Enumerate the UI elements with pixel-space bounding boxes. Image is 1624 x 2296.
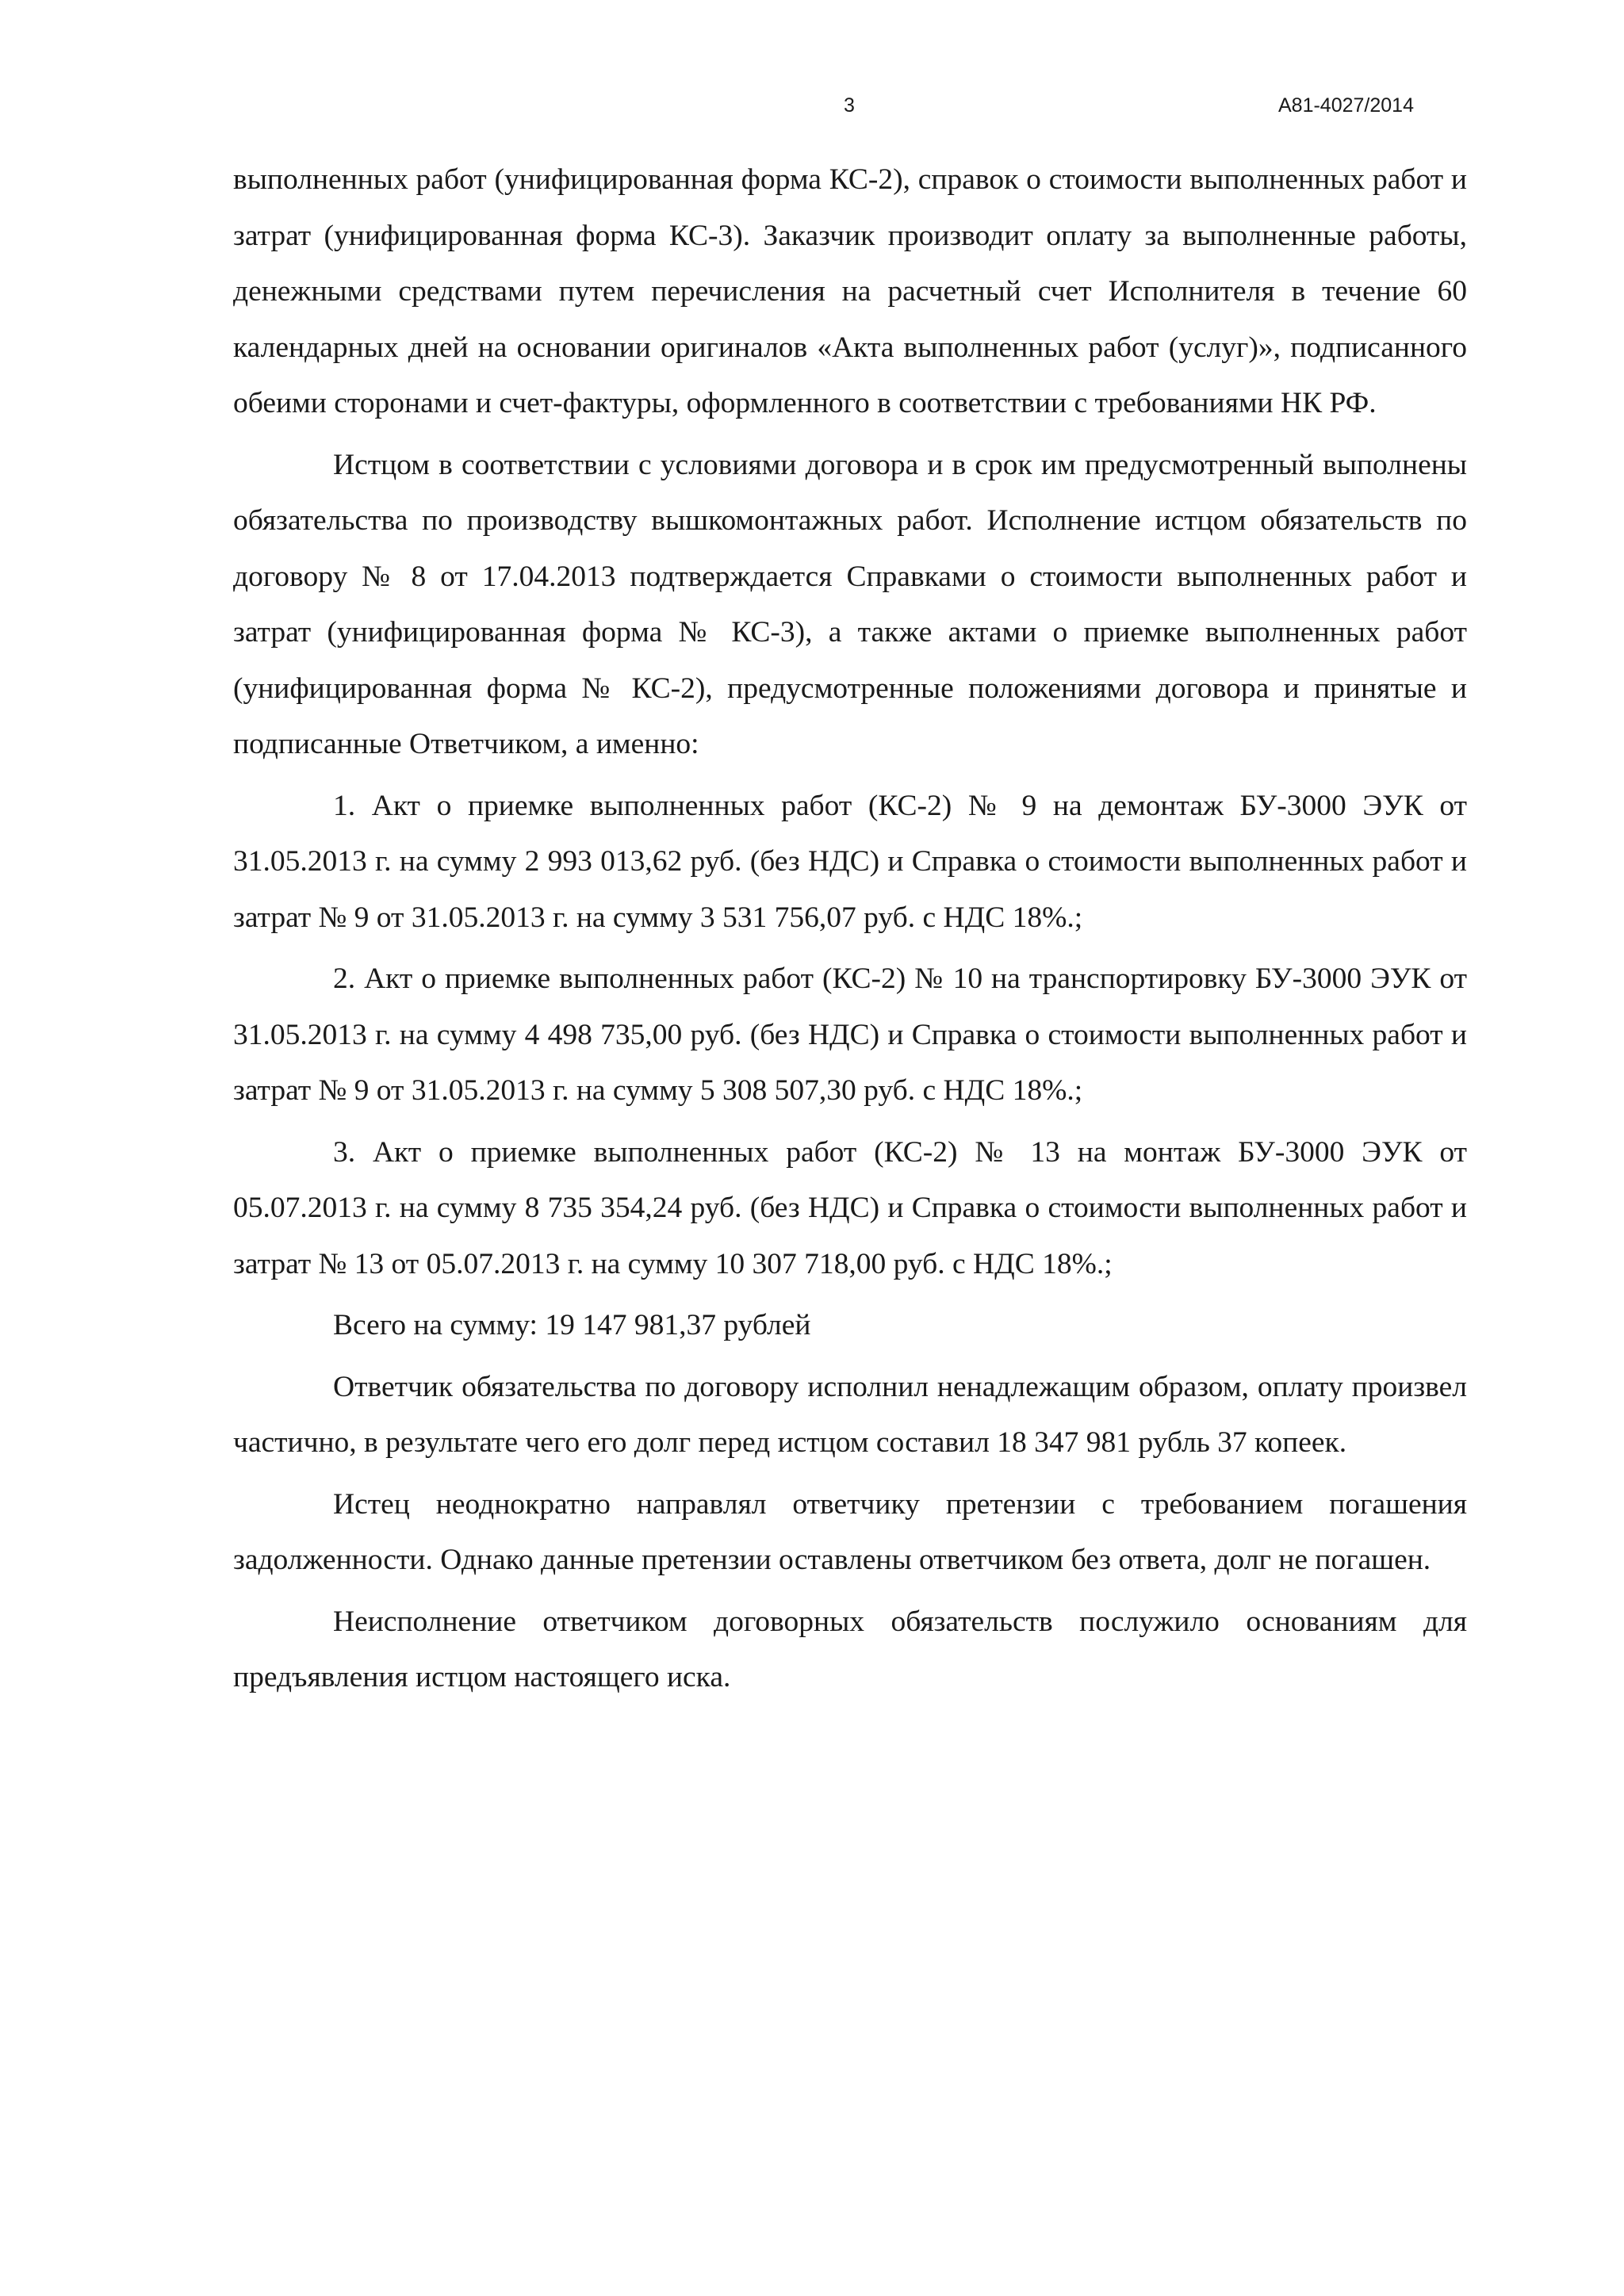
paragraph-grounds-for-claim: Неисполнение ответчиком договорных обязательств послужило основаниям для предъявления истцом настоящего иска. (233, 1605, 1467, 1693)
page-number: 3 (844, 94, 855, 117)
document-body (233, 152, 1467, 1706)
paragraph-act-1: 1. Акт о приемке выполненных работ (КС-2) № 9 на демонтаж БУ-3000 ЭУК от 31.05.2013 г. на сумму 2 993 013,62 руб. (без НДС) и Справка о стоимости выполненных работ и затрат № 9 от 31.05.2013 г. на сумму 3 531 756,07 руб. с НДС 18%.; (233, 789, 1467, 934)
paragraph-act-3: 3. Акт о приемке выполненных работ (КС-2) № 13 на монтаж БУ-3000 ЭУК от 05.07.2013 г. на сумму 8 735 354,24 руб. (без НДС) и Справка о стоимости выполненных работ и затрат № 13 от 05.07.2013 г. на сумму 10 307 718,00 руб. с НДС 18%.; (233, 1135, 1467, 1280)
case-number: А81-4027/2014 (1278, 94, 1414, 117)
paragraph-payment-terms: выполненных работ (унифицированная форма КС-2), справок о стоимости выполненных работ и затрат (унифицированная форма КС-3). Заказчик производит оплату за выполненные работы, денежными средствами путем перечисления на расчетный счет Исполнителя в течение 60 календарных дней на основании оригиналов «Акта выполненных работ (услуг)», подписанного обеими сторонами и счет-фактуры, оформленного в соответствии с требованиями НК РФ. (233, 163, 1467, 419)
paragraph-obligations-fulfilled: Истцом в соответствии с условиями договора и в срок им предусмотренный выполнены обязательства по производству вышкомонтажных работ. Исполнение истцом обязательств по договору № 8 от 17.04.2013 подтверждается Справками о стоимости выполненных работ и затрат (унифицированная форма № КС-3), а также актами о приемке выполненных работ (унифицированная форма № КС-2), предусмотренные положениями договора и принятые и подписанные Ответчиком, а именно: (233, 448, 1467, 760)
paragraph-total-sum: Всего на сумму: 19 147 981,37 рублей (333, 1309, 811, 1341)
paragraph-partial-payment: Ответчик обязательства по договору исполнил ненадлежащим образом, оплату произвел частично, в результате чего его долг перед истцом составил 18 347 981 рубль 37 копеек. (233, 1370, 1467, 1459)
paragraph-act-2: 2. Акт о приемке выполненных работ (КС-2) № 10 на транспортировку БУ-3000 ЭУК от 31.05.2013 г. на сумму 4 498 735,00 руб. (без НДС) и Справка о стоимости выполненных работ и затрат № 9 от 31.05.2013 г. на сумму 5 308 507,30 руб. с НДС 18%.; (233, 962, 1467, 1107)
paragraph-claims-sent: Истец неоднократно направлял ответчику претензии с требованием погашения задолженности. Однако данные претензии оставлены ответчиком без ответа, долг не погашен. (233, 1487, 1467, 1576)
